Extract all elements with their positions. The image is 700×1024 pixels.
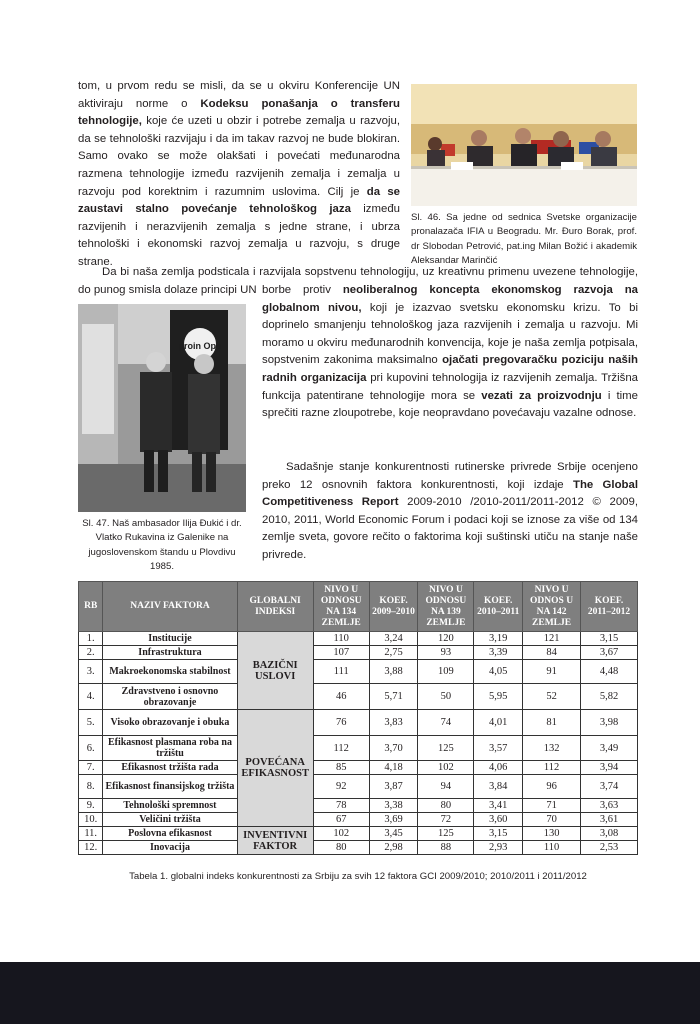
- table-row: 8. Efikasnost finansijskog tržišta 92 3,87 94 3,84 96 3,74: [79, 775, 638, 799]
- group-inventive-factor: INVENTIVNI FAKTOR: [237, 827, 313, 855]
- header-level-134: NIVO U ODNOSU NA 134 ZEMLJE: [313, 582, 369, 632]
- header-global-index: GLOBALNI INDEKSI: [237, 582, 313, 632]
- table-row: 1. Institucije BAZIČNI USLOVI 110 3,24 120 3,19 121 3,15: [79, 632, 638, 646]
- conference-photo-image: [411, 84, 637, 206]
- table-row: 2. Infrastruktura 107 2,75 93 3,39 84 3,67: [79, 646, 638, 660]
- header-level-139: NIVO U ODNOSU NA 139 ZEMLJE: [418, 582, 474, 632]
- caption-figure-46: Sl. 46. Sa jedne od sednica Svetske organizacije pronalazača IFIA u Beogradu. Mr. Đuro Borak, prof. dr Slobodan Petrović, pat.ing Milan Božić i akademik Aleksandar Marinčić: [411, 212, 637, 267]
- group-increased-efficiency: POVEĆANA EFIKASNOST: [237, 710, 313, 827]
- footer-bar: [0, 962, 700, 1024]
- paragraph-kodeks: tom, u prvom redu se misli, da se u okviru Konferencije UN aktiviraju norme o Kodeksu ponašanja o transferu tehnologije, koje će uzeti u obzir i potrebe zemalja u razvoju, da se tehnološki razvijaju i da im takav razvoj ne bude blokiran. Samo ovako se može olakšati i povećati međunarodna razmena tehnologije između razvijenih zemalja i zemalja u razvoju pod korektnim i razumnim uslovima. Cilj je da se zaustavi stalno povećanje tehnološkog jaza između razvijenih i nerazvijenih zemalja s jedne strane, i ubrza tehnološki i ekonomski razvoj zemalja u razvoju, s druge strane.: [78, 80, 401, 268]
- stand-photo-image: [78, 304, 246, 512]
- table-row: 3. Makroekonomska stabilnost 111 3,88 109 4,05 91 4,48: [79, 660, 638, 684]
- header-factor-name: NAZIV FAKTORA: [103, 582, 237, 632]
- table-row: 10. Veličini tržišta 67 3,69 72 3,60 70 3,61: [79, 813, 638, 827]
- table-caption: Tabela 1. globalni indeks konkurentnosti za Srbiju za svih 12 faktora GCI 2009/2010; 2010/2011 i 2011/2012: [129, 871, 587, 882]
- table-row: 5. Visoko obrazovanje i obuka POVEĆANA EFIKASNOST 76 3,83 74 4,01 81 3,98: [79, 710, 638, 736]
- table-row: 12. Inovacija 80 2,98 88 2,93 110 2,53: [79, 841, 638, 855]
- table-row: 9. Tehnološki spremnost 78 3,38 80 3,41 71 3,63: [79, 799, 638, 813]
- header-level-142: NIVO U ODNOS U NA 142 ZEMLJE: [523, 582, 581, 632]
- header-coef-2009: KOEF. 2009–2010: [369, 582, 418, 632]
- header-coef-2010: KOEF. 2010–2011: [474, 582, 523, 632]
- paragraph-neoliberal: borbe protiv neoliberalnog koncepta ekonomskog razvoja na globalnom nivou, koji je izazvao svetsku ekonomsku krizu. To bi doprinelo smanjenju tehnološkog jaza razvijenih i zemalja u razvoju. Mi moramo u okviru međunarodnih konvencija, koje je naša zemlja potpisala, sopstvenim zakonima maksimalno ojačati pregovaračku poziciju naših radnih organizacija pri kupovini tehnologija iz razvijenih zemalja. Tržišna funkcija patentirane tehnologije mora se vezati za proizvodnju i time sprečiti razne zloupotrebe, koje neopravdano povećavaju vazalne odnose.: [262, 284, 638, 420]
- photo-plovdiv-stand: [78, 304, 246, 512]
- stand-logo-text: proin Opti: [178, 341, 222, 351]
- photo-ifia-session: [411, 84, 637, 206]
- table-row: 7. Efikasnost tržišta rada 85 4,18 102 4,06 112 3,94: [79, 761, 638, 775]
- paragraph-principles-head: Da bi naša zemlja podsticala i razvijala sopstvenu tehnologiju, uz kreativnu primenu uvezene tehnologije, do punog smisla dolaze principi UN: [78, 266, 638, 296]
- table-row: 11. Poslovna efikasnost INVENTIVNI FAKTOR 102 3,45 125 3,15 130 3,08: [79, 827, 638, 841]
- table-row: 4. Zdravstveno i osnovno obrazovanje 46 5,71 50 5,95 52 5,82: [79, 684, 638, 710]
- table-header-row: [79, 582, 638, 632]
- gci-table: [78, 581, 638, 855]
- header-coef-2011: KOEF. 2011–2012: [581, 582, 638, 632]
- table-row: 6. Efikasnost plasmana roba na tržištu 112 3,70 125 3,57 132 3,49: [79, 736, 638, 761]
- header-rb: RB: [79, 582, 103, 632]
- group-basic-conditions: BAZIČNI USLOVI: [237, 632, 313, 710]
- paragraph-competitiveness: Sadašnje stanje konkurentnosti rutinerske privrede Srbije ocenjeno preko 12 osnovnih faktora konkurentnosti, koji izdaje The Global Competitiveness Report 2009-2010 /2010-2011/2011-2012 © 2009, 2010, 2011, World Economic Forum i podaci koji se iznose za više od 134 zemlje sveta, govore rečito o faktorima koji suštinski utiču na stanje naše privrede.: [262, 461, 639, 561]
- caption-figure-47: Sl. 47. Naš ambasador Ilija Đukić i dr. Vlatko Rukavina iz Galenike na jugoslovenskom štandu u Plovdivu 1985.: [82, 518, 242, 573]
